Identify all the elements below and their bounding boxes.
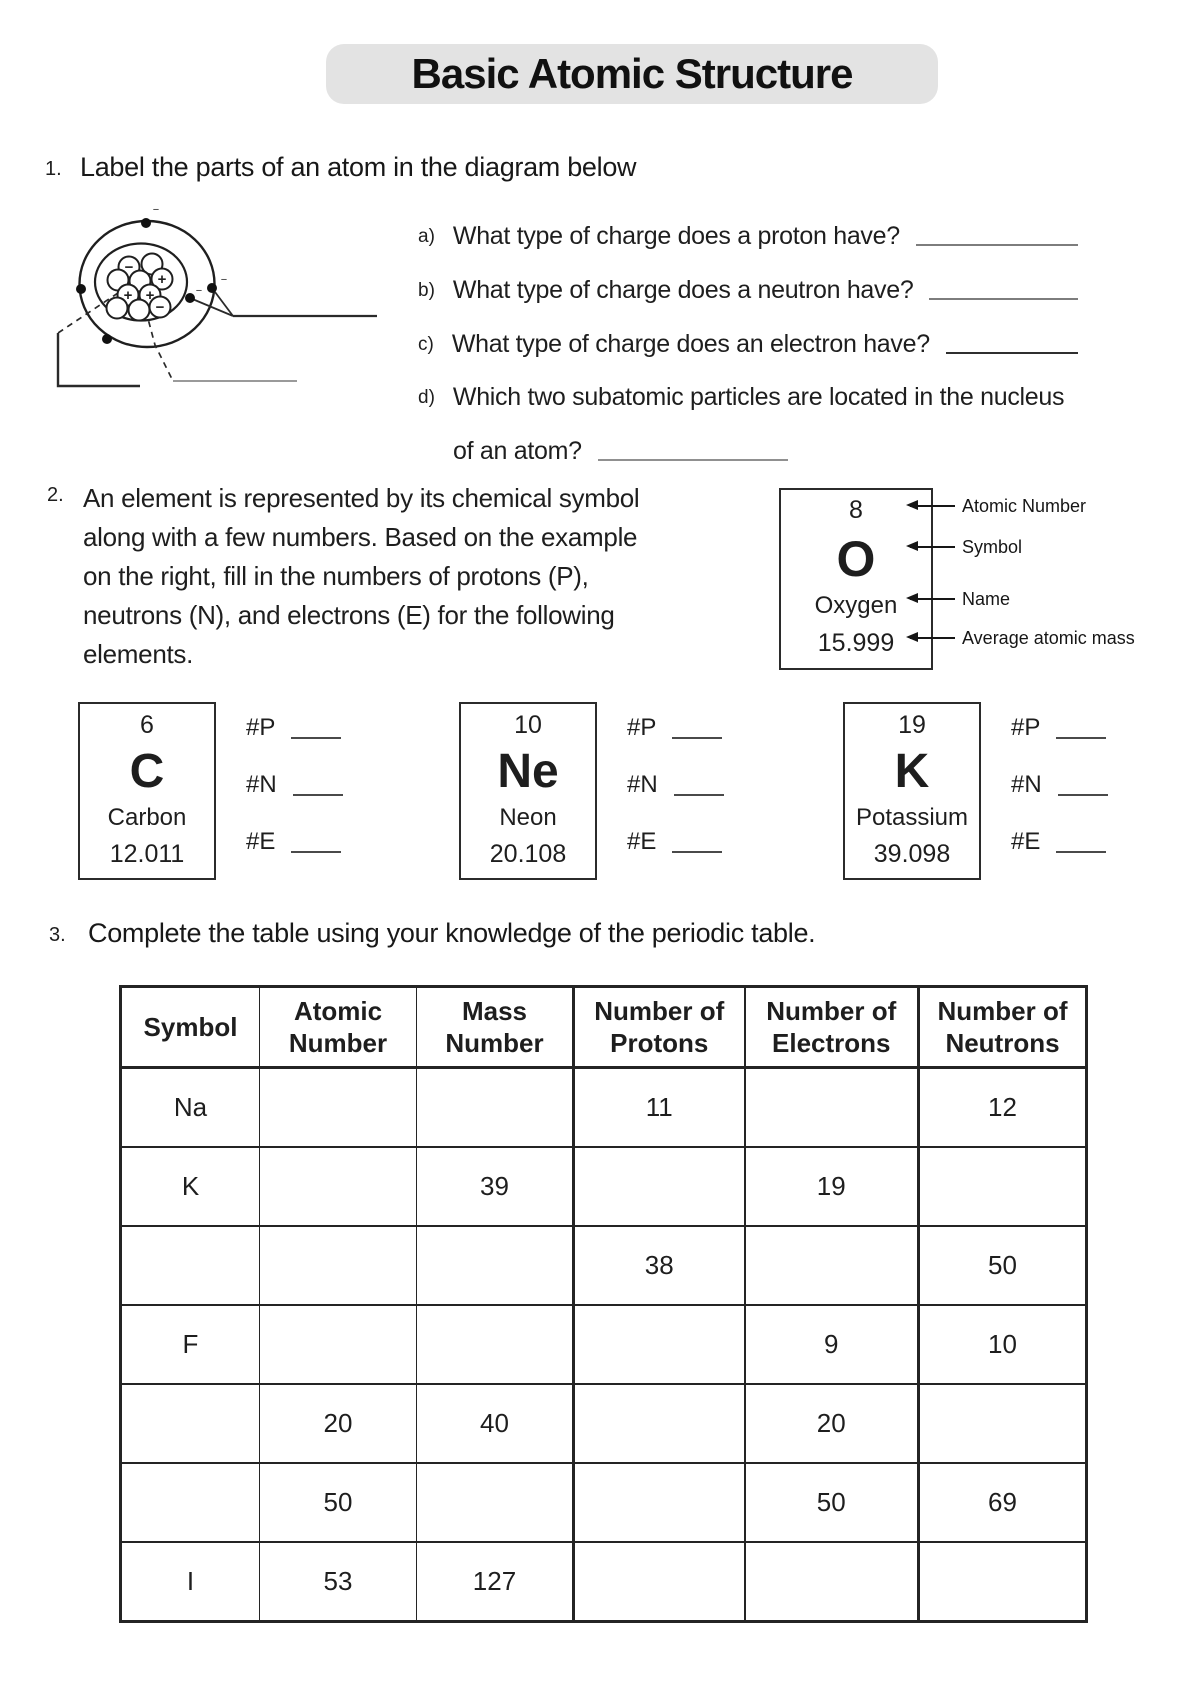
table-row: [121, 1226, 1087, 1305]
neutron-count-blank: [1058, 794, 1108, 796]
question-b-letter: b): [418, 280, 435, 301]
table-cell: 50: [260, 1463, 417, 1542]
electron-dot: [102, 334, 112, 344]
plus-symbol: +: [123, 287, 133, 304]
header-line: Protons: [610, 1028, 709, 1058]
example-name: Oxygen: [814, 592, 898, 620]
neon-mass: 20.108: [489, 840, 567, 868]
electron-count-blank: [1056, 851, 1106, 853]
proton-count-row: [246, 714, 343, 742]
table-cell: [260, 1068, 417, 1148]
question-d-row: [418, 383, 1078, 412]
electron-count-row: [246, 828, 343, 856]
header-mass-number: [417, 987, 574, 1068]
neon-card-group: [459, 702, 724, 889]
table-cell: [260, 1147, 417, 1226]
table-cell: 53: [260, 1542, 417, 1622]
page-title: [326, 44, 938, 104]
neutron-count-label: #N: [627, 771, 658, 798]
table-cell: [574, 1147, 745, 1226]
table-cell: [121, 1463, 260, 1542]
table-row: [121, 1384, 1087, 1463]
header-line: Mass: [461, 995, 528, 1026]
table-cell: 19: [745, 1147, 919, 1226]
carbon-mass: 12.011: [109, 840, 185, 868]
potassium-symbol: K: [894, 745, 930, 798]
table-cell: 127: [417, 1542, 574, 1622]
table-cell: 50: [919, 1226, 1087, 1305]
header-line: Atomic: [293, 995, 383, 1026]
potassium-counts: [1011, 702, 1108, 889]
question-3-number: 3.: [49, 924, 66, 946]
neutron-count-row: [627, 771, 724, 799]
question-2-line: elements.: [83, 639, 194, 669]
electron-dot: [76, 284, 86, 294]
header-atomic-number: [260, 987, 417, 1068]
header-number-of-electrons: [745, 987, 919, 1068]
table-cell: 40: [417, 1384, 574, 1463]
table-cell: [919, 1542, 1087, 1622]
question-d-text: Which two subatomic particles are located in the nucleus: [452, 383, 1065, 411]
electron-count-blank: [291, 851, 341, 853]
arrow-left-icon: [910, 546, 955, 548]
example-element-card: [779, 488, 933, 670]
table-cell: K: [121, 1147, 260, 1226]
table-cell: [919, 1147, 1087, 1226]
question-d-text-2: of an atom?: [453, 437, 582, 465]
question-b-row: [418, 276, 1078, 305]
table-cell: 12: [919, 1068, 1087, 1148]
page-title-text: Basic Atomic Structure: [411, 50, 853, 97]
plus-symbol: +: [157, 271, 167, 288]
electron-count-label: #E: [627, 828, 657, 855]
header-line: Number of: [594, 995, 725, 1026]
table-cell: [121, 1226, 260, 1305]
table-row: [121, 1068, 1087, 1148]
table-cell: [121, 1384, 260, 1463]
table-cell: [745, 1226, 919, 1305]
proton-count-row: [627, 714, 724, 742]
minus-symbol: −: [124, 259, 134, 276]
table-cell: 9: [745, 1305, 919, 1384]
periodic-data-table: [119, 985, 1088, 1623]
question-2-number: 2.: [47, 484, 64, 506]
callout-average-atomic-mass: Average atomic mass: [962, 628, 1135, 648]
neon-card: [459, 702, 597, 880]
proton-count-label: #P: [246, 714, 276, 741]
neutron-count-blank: [674, 794, 724, 796]
question-b-text: What type of charge does a neutron have?: [452, 276, 914, 304]
answer-blank-c: [946, 352, 1078, 354]
carbon-name: Carbon: [107, 804, 187, 831]
table-row: [121, 1305, 1087, 1384]
table-cell: [260, 1226, 417, 1305]
neon-atomic-number: 10: [514, 711, 542, 739]
electron-leader-lines: [190, 288, 377, 316]
table-cell: [574, 1384, 745, 1463]
electron-count-label: #E: [246, 828, 276, 855]
electron-count-label: #E: [1011, 828, 1041, 855]
neon-name: Neon: [499, 804, 557, 831]
header-number-of-neutrons: [919, 987, 1087, 1068]
question-1-prompt: Label the parts of an atom in the diagram below: [80, 152, 637, 182]
proton-count-blank: [291, 737, 341, 739]
electron-dot: [185, 293, 195, 303]
question-2-line: on the right, fill in the numbers of protons (P),: [83, 561, 589, 591]
answer-blank-d: [598, 459, 788, 461]
header-line: Symbol: [143, 1011, 238, 1042]
header-line: Neutrons: [945, 1028, 1060, 1058]
table-cell: [745, 1068, 919, 1148]
potassium-card: [843, 702, 981, 880]
table-cell: [417, 1068, 574, 1148]
electron-count-row: [1011, 828, 1108, 856]
proton-count-blank: [1056, 737, 1106, 739]
table-cell: 20: [745, 1384, 919, 1463]
table-row: [121, 1542, 1087, 1622]
table-cell: [417, 1226, 574, 1305]
potassium-card-group: [843, 702, 1108, 889]
minus-symbol: −: [152, 204, 160, 216]
arrow-left-icon: [910, 637, 955, 639]
table-cell: [745, 1542, 919, 1622]
question-2-prompt: [83, 479, 639, 674]
table-row: [121, 1147, 1087, 1226]
example-mass: 15.999: [817, 628, 895, 657]
atom-diagram: [30, 195, 390, 400]
question-a-letter: a): [418, 226, 435, 247]
electron-dot: [141, 218, 151, 228]
header-line: Electrons: [772, 1028, 891, 1058]
shell-label-line: [58, 333, 140, 386]
question-a-row: [418, 222, 1078, 251]
neon-symbol: Ne: [497, 745, 559, 798]
callout-name: Name: [962, 589, 1011, 609]
neutron-count-label: #N: [246, 771, 277, 798]
neutron-count-row: [1011, 771, 1108, 799]
example-symbol: O: [836, 530, 876, 587]
header-line: Number: [288, 1028, 388, 1058]
table-cell: [919, 1384, 1087, 1463]
proton-count-blank: [672, 737, 722, 739]
neon-counts: [627, 702, 724, 889]
header-line: Number of: [937, 995, 1068, 1026]
carbon-card-group: [78, 702, 343, 889]
header-line: Number: [445, 1028, 544, 1058]
question-c-text: What type of charge does an electron have?: [451, 330, 930, 358]
carbon-counts: [246, 702, 343, 889]
neutron-count-row: [246, 771, 343, 799]
question-3-prompt: Complete the table using your knowledge of the periodic table.: [88, 918, 816, 948]
callout-atomic-number: Atomic Number: [962, 496, 1087, 516]
table-cell: [417, 1463, 574, 1542]
table-cell: 69: [919, 1463, 1087, 1542]
table-cell: [574, 1463, 745, 1542]
carbon-symbol: C: [129, 745, 165, 798]
plus-symbol: +: [145, 287, 155, 304]
electron-count-row: [627, 828, 724, 856]
proton-count-row: [1011, 714, 1108, 742]
table-cell: 39: [417, 1147, 574, 1226]
potassium-atomic-number: 19: [898, 711, 926, 739]
potassium-name: Potassium: [855, 804, 969, 831]
question-c-row: [418, 330, 1078, 359]
table-cell: F: [121, 1305, 260, 1384]
minus-symbol: −: [220, 274, 228, 286]
question-2-line: neutrons (N), and electrons (E) for the following: [83, 600, 615, 630]
carbon-card: [78, 702, 216, 880]
question-c-letter: c): [418, 334, 434, 355]
proton-count-label: #P: [627, 714, 657, 741]
arrow-left-icon: [910, 598, 955, 600]
table-header-row: [121, 987, 1087, 1068]
electron-dot: [207, 283, 217, 293]
header-symbol: [121, 987, 260, 1068]
table-cell: 38: [574, 1226, 745, 1305]
table-cell: [260, 1305, 417, 1384]
table-cell: 20: [260, 1384, 417, 1463]
question-1-number: 1.: [45, 158, 62, 180]
table-cell: [574, 1542, 745, 1622]
question-2-line: along with a few numbers. Based on the example: [83, 522, 638, 552]
electron-count-blank: [672, 851, 722, 853]
arrow-left-icon: [910, 505, 955, 507]
header-line: Number of: [766, 995, 897, 1026]
table-cell: 11: [574, 1068, 745, 1148]
header-number-of-protons: [574, 987, 745, 1068]
neutron-count-label: #N: [1011, 771, 1042, 798]
table-row: [121, 1463, 1087, 1542]
table-cell: 50: [745, 1463, 919, 1542]
question-d-row-2: [453, 437, 873, 466]
neutron-count-blank: [293, 794, 343, 796]
potassium-mass: 39.098: [873, 840, 951, 868]
question-d-letter: d): [418, 387, 435, 408]
proton-count-label: #P: [1011, 714, 1041, 741]
table-cell: 10: [919, 1305, 1087, 1384]
callout-symbol: Symbol: [962, 537, 1023, 557]
carbon-atomic-number: 6: [140, 711, 154, 739]
example-atomic-number: 8: [849, 496, 863, 524]
answer-blank-a: [916, 244, 1078, 246]
table-cell: [574, 1305, 745, 1384]
minus-symbol: −: [195, 285, 203, 297]
question-2-line: An element is represented by its chemical symbol: [83, 483, 640, 513]
table-cell: I: [121, 1542, 260, 1622]
answer-blank-b: [929, 298, 1078, 300]
question-a-text: What type of charge does a proton have?: [452, 222, 900, 250]
minus-symbol: −: [155, 299, 165, 316]
table-cell: Na: [121, 1068, 260, 1148]
table-cell: [417, 1305, 574, 1384]
